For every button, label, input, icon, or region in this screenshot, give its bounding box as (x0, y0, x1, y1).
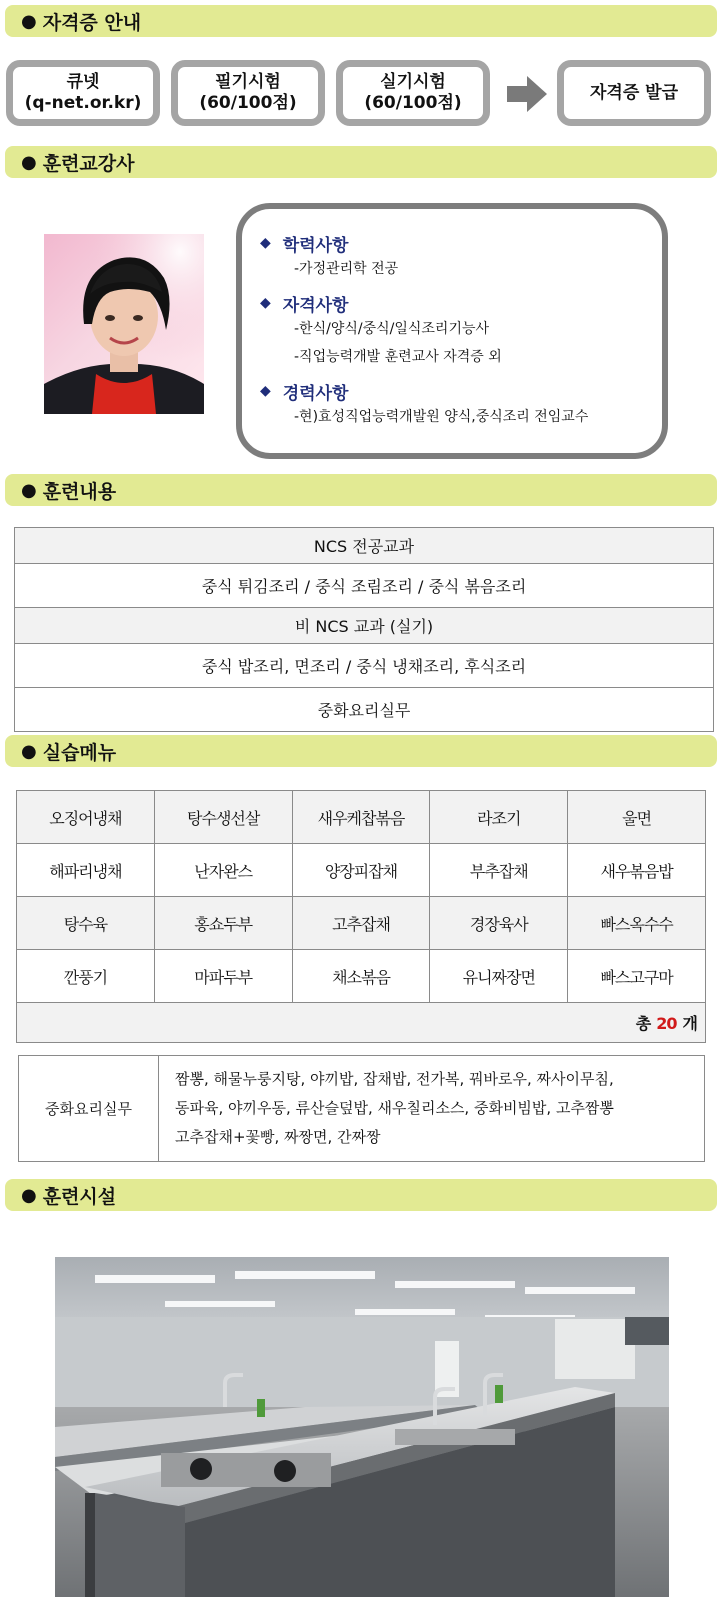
flow-step-title: 큐넷 (66, 72, 100, 92)
menu-cell: 부추잡채 (430, 844, 568, 897)
ncs-header-cell: NCS 전공교과 (15, 528, 714, 564)
flow-step-practical-exam (336, 60, 490, 126)
total-count: 20 (656, 1014, 677, 1033)
section-header-instructor (5, 146, 717, 178)
practice-items-line: 짬뽕, 해물누룽지탕, 야끼밥, 잡채밥, 전가복, 꿔바로우, 짜사이무침, (175, 1070, 614, 1088)
flow-step-title: 실기시험 (380, 72, 446, 92)
menu-total-cell (17, 1003, 706, 1043)
certification-item: -한식/양식/중식/일식조리기능사 (294, 321, 490, 337)
total-suffix: 개 (682, 1014, 697, 1033)
menu-cell: 빠스옥수수 (568, 897, 706, 950)
table-row (17, 950, 706, 1003)
menu-cell: 새우볶음밥 (568, 844, 706, 897)
certification-item: -직업능력개발 훈련교사 자격증 외 (294, 349, 502, 365)
flow-step-title: 자격증 발급 (589, 82, 679, 103)
chinese-practice-table (18, 1055, 705, 1162)
non-ncs-body-cell: 중식 밥조리, 면조리 / 중식 냉채조리, 후식조리 (15, 644, 714, 688)
diamond-bullet-icon: ◆ (260, 295, 271, 311)
practice-items-cell (159, 1056, 705, 1162)
section-header-facility (5, 1179, 717, 1211)
menu-cell: 울면 (568, 791, 706, 844)
menu-cell: 난자완스 (154, 844, 292, 897)
menu-cell: 유니짜장면 (430, 950, 568, 1003)
heading-label: 경력사항 (282, 383, 349, 404)
menu-cell: 경장육사 (430, 897, 568, 950)
practice-cell: 중화요리실무 (15, 688, 714, 732)
practice-label-cell: 중화요리실무 (19, 1056, 159, 1162)
menu-cell: 양장피잡채 (292, 844, 430, 897)
flow-step-certificate-issue (557, 60, 711, 126)
table-row (17, 844, 706, 897)
menu-cell: 탕수생선살 (154, 791, 292, 844)
certification-heading (260, 291, 662, 315)
menu-cell: 빠스고구마 (568, 950, 706, 1003)
section-title: 실습메뉴 (42, 741, 117, 764)
bullet-icon: ● (21, 10, 37, 32)
bullet-icon: ● (21, 479, 37, 501)
table-row (17, 897, 706, 950)
heading-label: 학력사항 (282, 235, 349, 256)
right-arrow-icon (507, 76, 547, 112)
flow-step-title: 필기시험 (215, 72, 281, 92)
ncs-body-cell: 중식 튀김조리 / 중식 조림조리 / 중식 볶음조리 (15, 564, 714, 608)
diamond-bullet-icon: ◆ (260, 235, 271, 251)
non-ncs-header-cell: 비 NCS 교과 (실기) (15, 608, 714, 644)
menu-cell: 새우케찹볶음 (292, 791, 430, 844)
menu-cell: 마파두부 (154, 950, 292, 1003)
career-heading (260, 379, 662, 403)
flow-step-subtitle: (60/100점) (364, 93, 462, 113)
practice-items-line: 동파육, 야끼우동, 류산슬덮밥, 새우칠리소스, 중화비빔밥, 고추짬뽕 (175, 1099, 614, 1117)
diamond-bullet-icon: ◆ (260, 383, 271, 399)
career-item: -현)효성직업능력개발원 양식,중식조리 전임교수 (294, 409, 589, 425)
table-row (17, 791, 706, 844)
menu-total-row (17, 1003, 706, 1043)
menu-cell: 라조기 (430, 791, 568, 844)
practice-items-line: 고추잡채+꽃빵, 짜짱면, 간짜짱 (175, 1128, 381, 1146)
flow-step-subtitle: (60/100점) (199, 93, 297, 113)
section-title: 훈련내용 (42, 480, 117, 503)
instructor-info-box (236, 203, 668, 459)
menu-cell: 오징어냉채 (17, 791, 155, 844)
bullet-icon: ● (21, 1184, 37, 1206)
menu-cell: 해파리냉채 (17, 844, 155, 897)
menu-cell: 채소볶음 (292, 950, 430, 1003)
section-header-menu (5, 735, 717, 767)
total-prefix: 총 (635, 1014, 651, 1033)
section-title: 자격증 안내 (42, 11, 142, 34)
flow-step-written-exam (171, 60, 325, 126)
practice-menu-table (16, 790, 706, 1043)
menu-cell: 탕수육 (17, 897, 155, 950)
section-header-training-content (5, 474, 717, 506)
section-title: 훈련시설 (42, 1185, 117, 1208)
bullet-icon: ● (21, 151, 37, 173)
table-row (19, 1056, 705, 1162)
training-content-table (14, 527, 714, 732)
section-header-certificate (5, 5, 717, 37)
menu-cell: 깐풍기 (17, 950, 155, 1003)
instructor-photo (44, 234, 204, 414)
section-title: 훈련교강사 (42, 152, 135, 175)
education-item: -가정관리학 전공 (294, 261, 399, 277)
menu-cell: 고추잡채 (292, 897, 430, 950)
menu-cell: 홍쇼두부 (154, 897, 292, 950)
education-heading (260, 231, 662, 255)
bullet-icon: ● (21, 740, 37, 762)
heading-label: 자격사항 (282, 295, 349, 316)
training-facility-photo (55, 1257, 669, 1597)
flow-step-subtitle: (q-net.or.kr) (24, 93, 142, 113)
flow-step-qnet (6, 60, 160, 126)
